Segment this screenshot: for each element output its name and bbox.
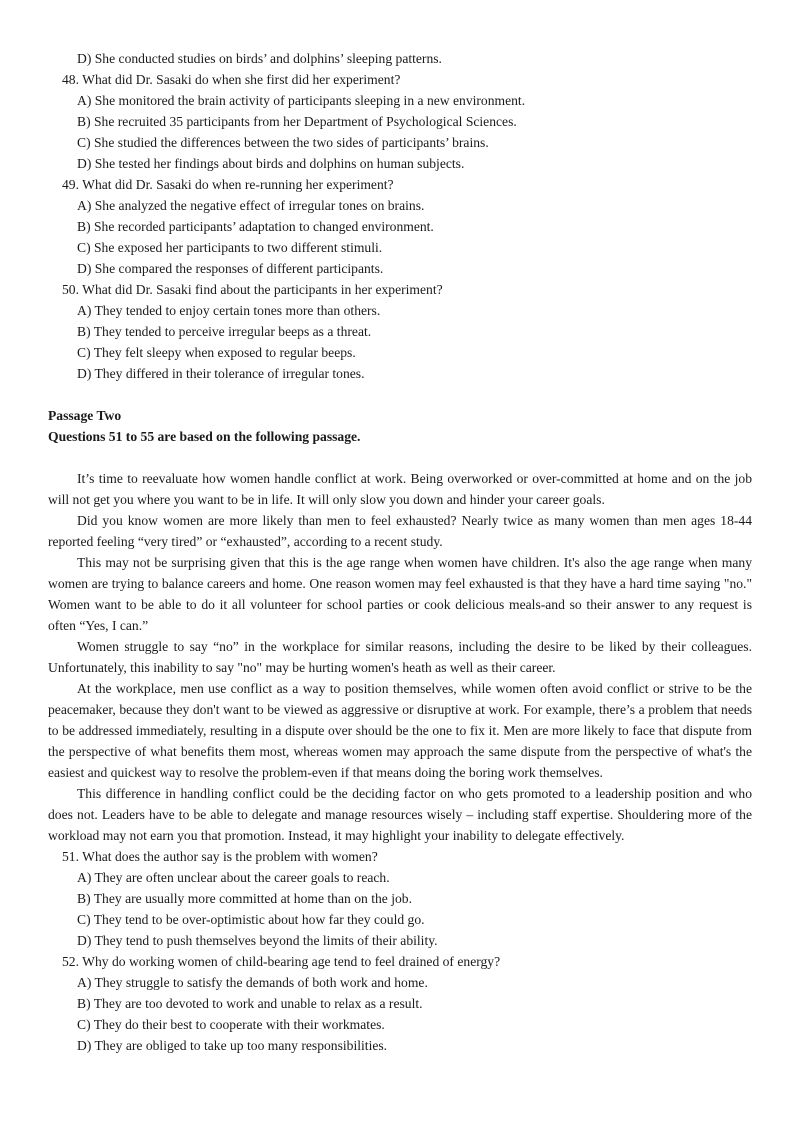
answer-option: C) They felt sleepy when exposed to regular beeps. (77, 345, 356, 360)
passage-paragraph: It’s time to reevaluate how women handle conflict at work. Being overworked or over-committed at home and on the job will not get you where you want to be in life. It will only slow you down and hinder your career goals. (48, 471, 752, 507)
answer-option: B) She recruited 35 participants from her Department of Psychological Sciences. (77, 114, 517, 129)
answer-option: A) They tended to enjoy certain tones more than others. (77, 303, 381, 318)
passage-title: Passage Two (48, 408, 122, 423)
answer-option: D) She tested her findings about birds and dolphins on human subjects. (77, 156, 465, 171)
question-block-47-50 (48, 48, 752, 384)
passage-paragraph: This difference in handling conflict could be the deciding factor on who gets promoted to a leadership position and who does not. Leaders have to be able to delegate and manage resources wisely – including staff expertise. Shouldering more of the workload may not earn you that promotion. Instead, it may highlight your inability to delegate effectively. (48, 786, 752, 843)
question-stem: 52. Why do working women of child-bearing age tend to feel drained of energy? (62, 954, 501, 969)
answer-option: C) They do their best to cooperate with their workmates. (77, 1017, 385, 1032)
answer-option: A) They are often unclear about the career goals to reach. (77, 870, 390, 885)
passage-paragraph: Women struggle to say “no” in the workplace for similar reasons, including the desire to be liked by their colleagues. Unfortunately, this inability to say "no" may be hurting women's heath as well as their career. (48, 639, 752, 675)
question-stem: 51. What does the author say is the problem with women? (62, 849, 378, 864)
passage-paragraph: Did you know women are more likely than men to feel exhausted? Nearly twice as many women than men ages 18-44 reported feeling “very tired” or “exhausted”, according to a recent study. (48, 513, 752, 549)
answer-option: D) They tend to push themselves beyond the limits of their ability. (77, 933, 438, 948)
answer-option: C) She exposed her participants to two different stimuli. (77, 240, 383, 255)
passage-paragraph: At the workplace, men use conflict as a way to position themselves, while women often avoid conflict or strive to be the peacemaker, because they don't want to be viewed as aggressive or disruptive at work. For example, there’s a problem that needs to be addressed immediately, resulting in a dispute over should be the one to fix it. Men are more likely to face that dispute from the perspective of what benefits them most, whereas women may approach the same dispute from the perspective of what's the easiest and quickest way to resolve the problem-even if that means doing the boring work themselves. (48, 681, 752, 780)
answer-option: B) They tended to perceive irregular beeps as a threat. (77, 324, 372, 339)
answer-option: D) She compared the responses of different participants. (77, 261, 384, 276)
question-stem: 49. What did Dr. Sasaki do when re-running her experiment? (62, 177, 394, 192)
question-stem: 50. What did Dr. Sasaki find about the participants in her experiment? (62, 282, 443, 297)
question-block-51-52 (48, 846, 752, 1056)
answer-option: C) They tend to be over-optimistic about how far they could go. (77, 912, 425, 927)
answer-option: D) They are obliged to take up too many responsibilities. (77, 1038, 388, 1053)
answer-option: B) They are too devoted to work and unable to relax as a result. (77, 996, 423, 1011)
passage-paragraph: This may not be surprising given that this is the age range when women have children. It's also the age range when many women are trying to balance careers and home. One reason women may feel exhausted is that they have a hard time saying "no." Women want to be able to do it all volunteer for school parties or cook delicious meals-and so their answer to any request is often “Yes, I can.” (48, 555, 752, 633)
answer-option: D) They differed in their tolerance of irregular tones. (77, 366, 365, 381)
answer-option: A) She monitored the brain activity of participants sleeping in a new environment. (77, 93, 526, 108)
answer-option: B) They are usually more committed at home than on the job. (77, 891, 412, 906)
answer-option: A) They struggle to satisfy the demands of both work and home. (77, 975, 428, 990)
passage-body (48, 468, 752, 846)
passage-instruction: Questions 51 to 55 are based on the following passage. (48, 429, 361, 444)
answer-option: D) She conducted studies on birds’ and dolphins’ sleeping patterns. (77, 51, 442, 66)
question-stem: 48. What did Dr. Sasaki do when she first did her experiment? (62, 72, 401, 87)
answer-option: C) She studied the differences between the two sides of participants’ brains. (77, 135, 489, 150)
answer-option: B) She recorded participants’ adaptation to changed environment. (77, 219, 434, 234)
answer-option: A) She analyzed the negative effect of irregular tones on brains. (77, 198, 425, 213)
